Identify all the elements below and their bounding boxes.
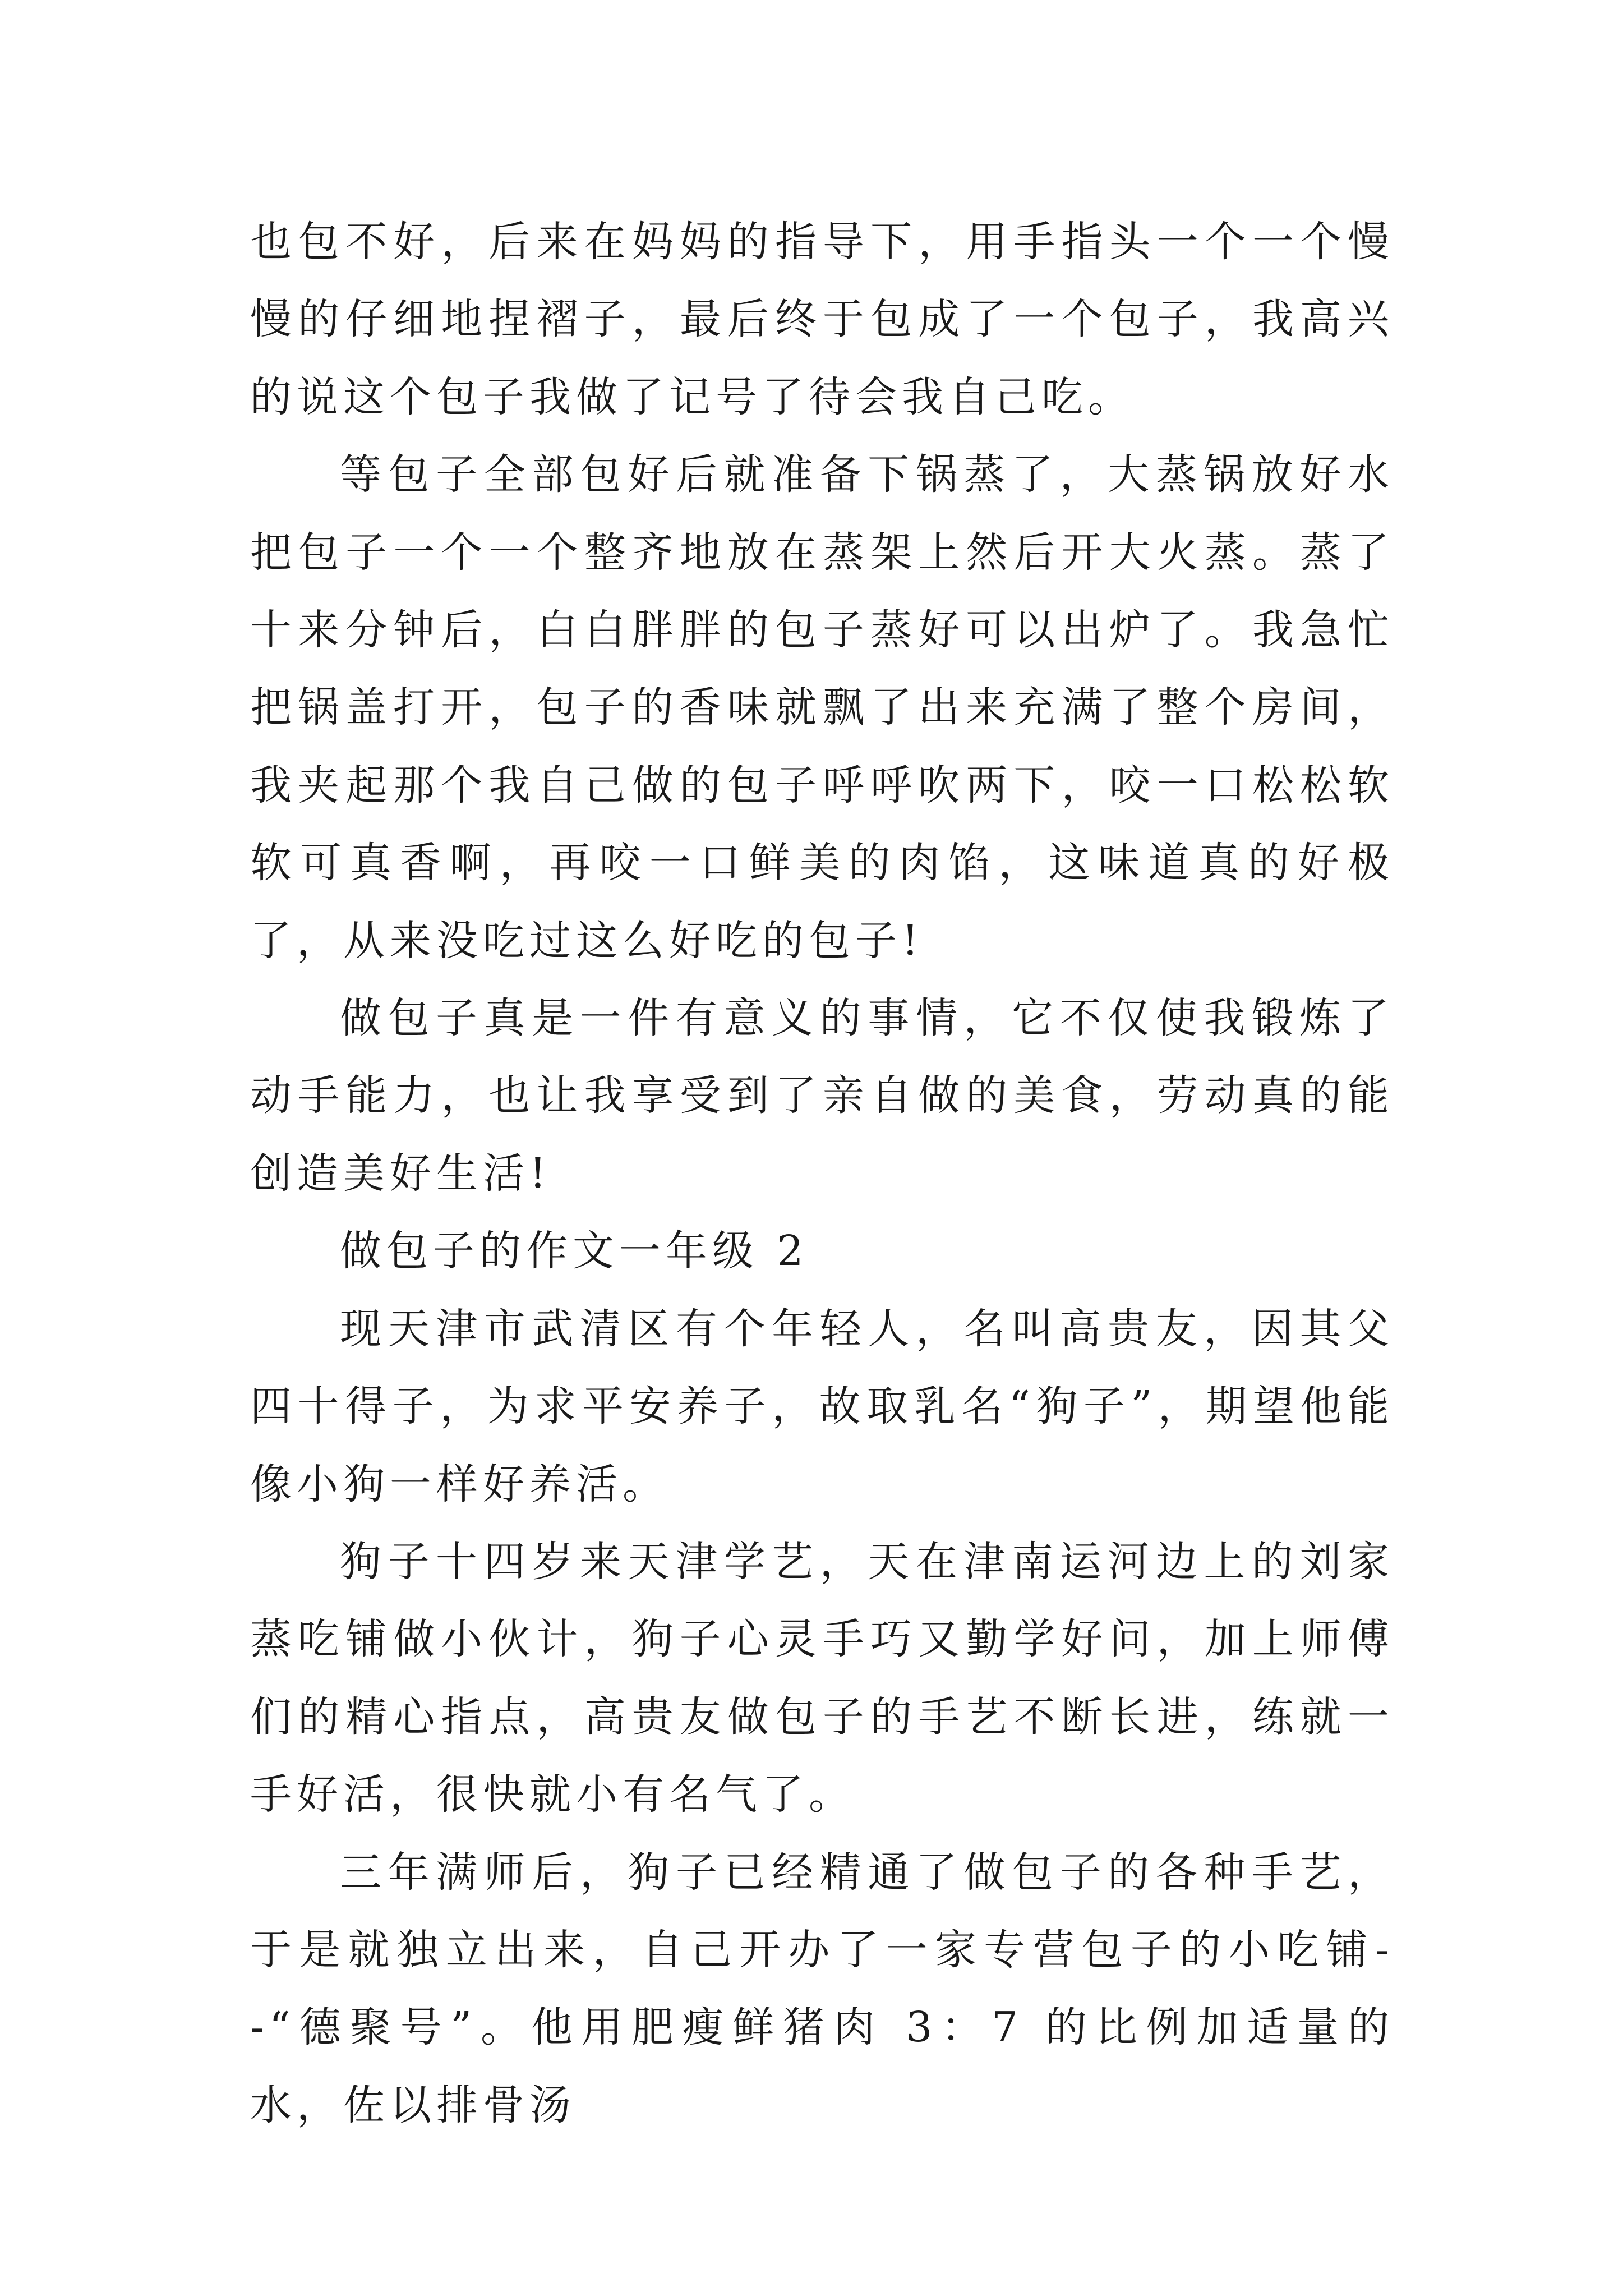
- paragraph-4: 现天津市武清区有个年轻人，名叫高贵友，因其父四十得子，为求平安养子，故取乳名“狗子”，期望他能像小狗一样好养活。: [250, 1304, 1394, 1508]
- paragraph-1: 也包不好，后来在妈妈的指导下，用手指头一个一个慢慢的仔细地捏褶子，最后终于包成了一个包子，我高兴的说这个包子我做了记号了待会我自己吃。: [250, 218, 1394, 421]
- paragraph-2: 等包子全部包好后就准备下锅蒸了，大蒸锅放好水把包子一个一个整齐地放在蒸架上然后开大火蒸。蒸了十来分钟后，白白胖胖的包子蒸好可以出炉了。我急忙把锅盖打开，包子的香味就飘了出来充满了整个房间，我夹起那个我自己做的包子呼呼吹两下，咬一口松松软软可真香啊，再咬一口鲜美的肉馅，这味道真的好极了，从来没吃过这么好吃的包子!: [250, 450, 1394, 965]
- paragraph-5: 狗子十四岁来天津学艺，天在津南运河边上的刘家蒸吃铺做小伙计，狗子心灵手巧又勤学好问，加上师傅们的精心指点，高贵友做包子的手艺不断长进，练就一手好活，很快就小有名气了。: [250, 1537, 1394, 1819]
- section-heading: 做包子的作文一年级 2: [340, 1227, 809, 1276]
- paragraph-3: 做包子真是一件有意义的事情，它不仅使我锻炼了动手能力，也让我享受到了亲自做的美食，劳动真的能创造美好生活!: [250, 994, 1394, 1198]
- document-body: [250, 203, 1394, 2144]
- paragraph-6: 三年满师后，狗子已经精通了做包子的各种手艺，于是就独立出来，自己开办了一家专营包子的小吃铺--“德聚号”。他用肥瘦鲜猪肉 3：7 的比例加适量的水，佐以排骨汤: [250, 1848, 1394, 2129]
